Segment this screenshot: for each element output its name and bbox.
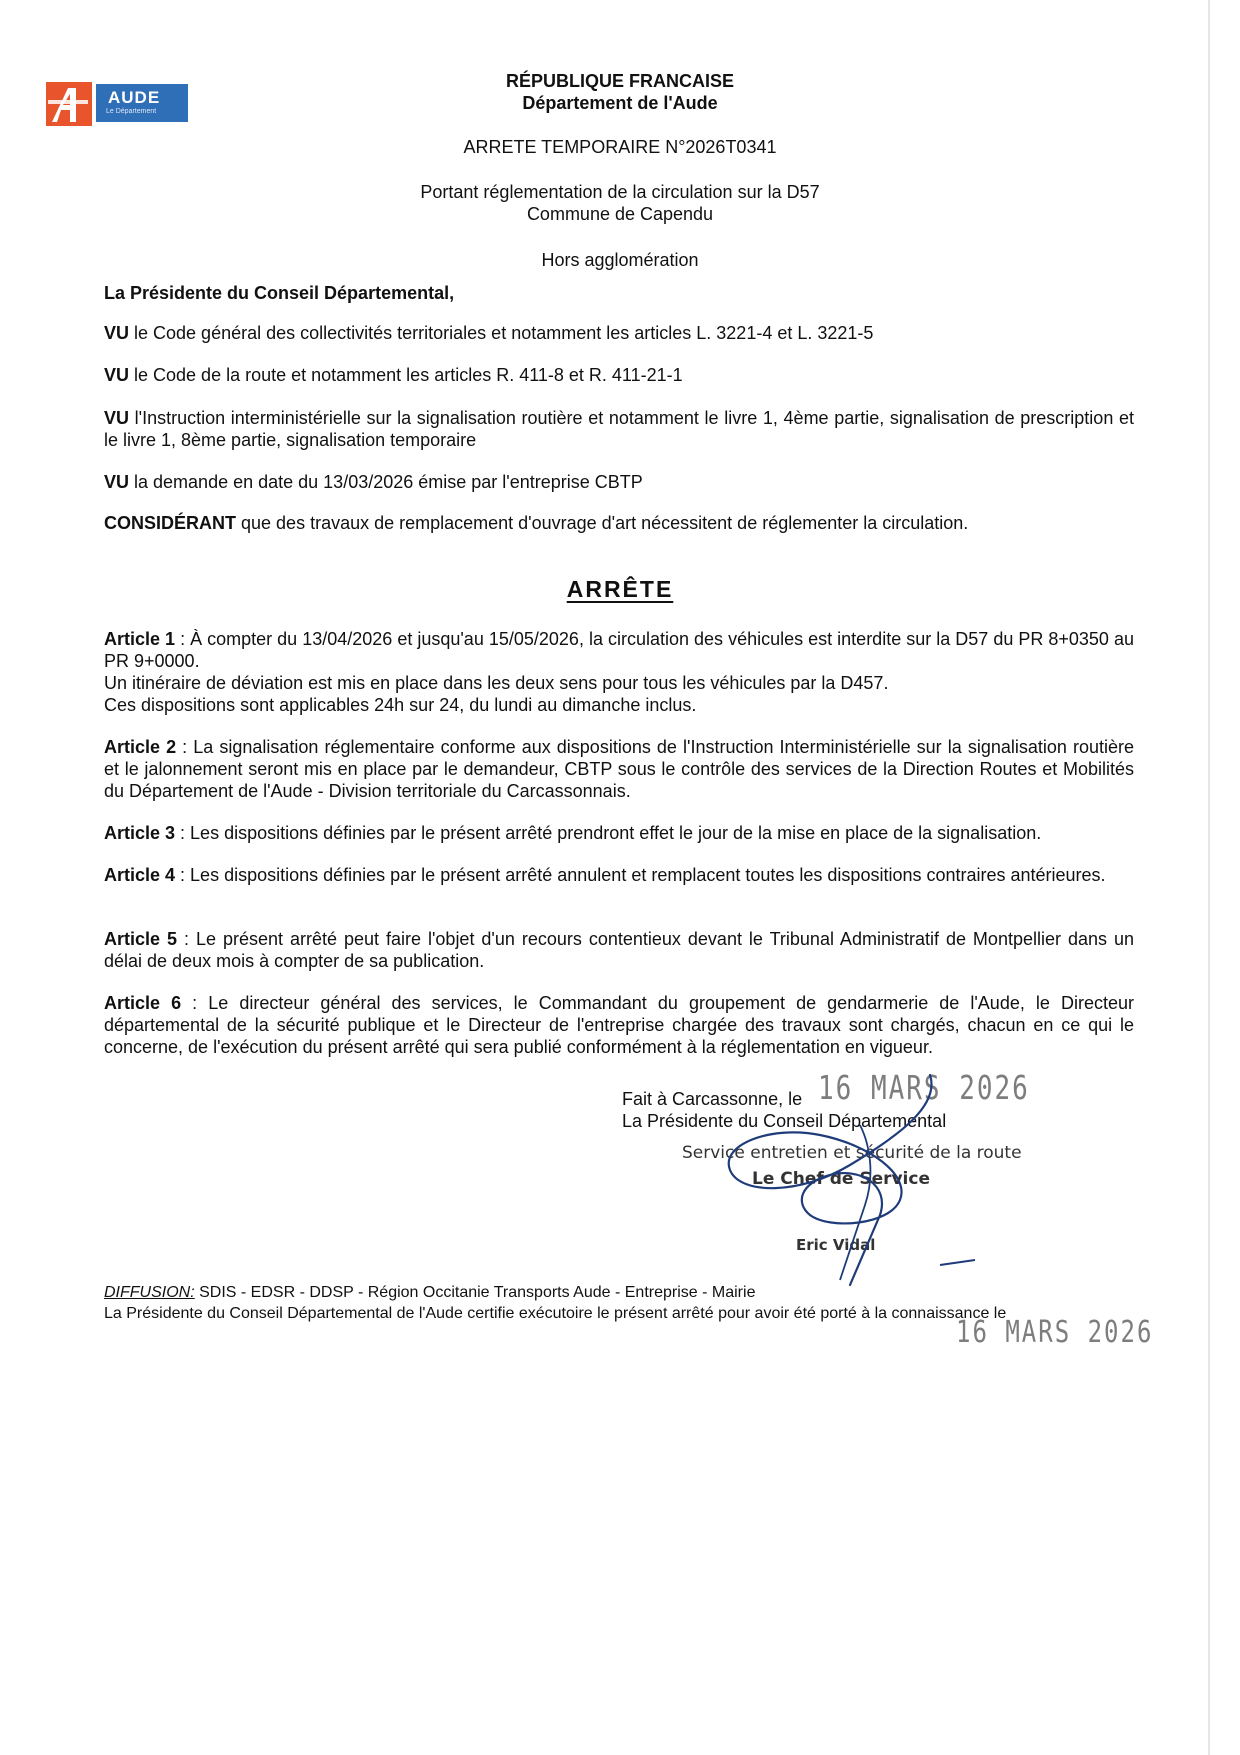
article-text: : Les dispositions définies par le présent arrêté prendront effet le jour de la mise en place de la signalisation. — [175, 823, 1042, 843]
article-3 — [104, 822, 1134, 844]
diffusion-text: SDIS - EDSR - DDSP - Région Occitanie Transports Aude - Entreprise - Mairie — [194, 1284, 756, 1301]
arrete-title-text: ARRÊTE — [566, 576, 674, 602]
signature-place: Fait à Carcassonne, le — [622, 1089, 803, 1109]
article-lead: Article 2 — [104, 737, 177, 757]
logo-sub: Le Département — [106, 108, 157, 115]
visa-lead: VU — [104, 365, 130, 385]
article-text: : Les dispositions définies par le présent arrêté annulent et remplacent toutes les dispositions contraires antérieures. — [175, 865, 1106, 885]
visa-1 — [104, 322, 1134, 344]
article-text: : Le présent arrêté peut faire l'objet d'un recours contentieux devant le Tribunal Administratif de Montpellier dans un délai de deux mois à compter de sa publication. — [104, 929, 1134, 971]
article-text: : À compter du 13/04/2026 et jusqu'au 15/05/2026, la circulation des véhicules est interdite sur la D57 du PR 8+0350 au PR 9+0000. — [104, 629, 1134, 671]
article-6 — [104, 992, 1134, 1058]
scan-edge — [1208, 0, 1210, 1755]
article-lead: Article 1 — [104, 629, 176, 649]
subject-line-2: Commune de Capendu — [526, 204, 714, 224]
visa-text: l'Instruction interministérielle sur la signalisation routière et notamment le livre 1, 4ème partie, signalisation de prescription et le livre 1, 8ème partie, signalisation temporaire — [104, 408, 1134, 450]
certification-line: La Présidente du Conseil Départemental de l'Aude certifie exécutoire le présent arrêté pour avoir été porté à la connaissance le — [104, 1305, 1007, 1322]
visa-lead: VU — [104, 408, 130, 428]
article-1-line-3: Ces dispositions sont applicables 24h sur 24, du lundi au dimanche inclus. — [104, 695, 697, 715]
logo-mark-icon — [46, 82, 92, 126]
service-stamp: Service entretien et sécurité de la route — [682, 1143, 1022, 1163]
arrete-title — [0, 576, 1240, 603]
logo-name: AUDE — [108, 88, 161, 107]
article-lead: Article 4 — [104, 865, 176, 885]
article-lead: Article 3 — [104, 823, 176, 843]
zone-label: Hors agglomération — [541, 250, 699, 270]
article-1-para — [104, 628, 1134, 672]
diffusion-label: DIFFUSION: — [104, 1284, 195, 1301]
article-lead: Article 6 — [104, 993, 182, 1013]
republic-heading: RÉPUBLIQUE FRANCAISE — [505, 71, 734, 91]
president-line: La Présidente du Conseil Départemental, — [104, 283, 455, 303]
subject-line-1: Portant réglementation de la circulation sur la D57 — [420, 182, 820, 202]
chef-stamp: Le Chef de Service — [752, 1169, 930, 1189]
diffusion-line — [104, 1283, 755, 1303]
considerant-lead: CONSIDÉRANT — [104, 513, 237, 533]
logo-box — [96, 84, 188, 122]
signatory-name-stamp: Eric Vidal — [796, 1236, 876, 1254]
arrete-reference: ARRETE TEMPORAIRE N°2026T0341 — [463, 137, 777, 157]
article-4 — [104, 864, 1134, 886]
article-1 — [104, 628, 1134, 716]
signature-title: La Présidente du Conseil Départemental — [622, 1111, 947, 1131]
department-heading: Département de l'Aude — [522, 93, 718, 113]
visa-lead: VU — [104, 323, 130, 343]
visa-text: le Code de la route et notamment les articles R. 411-8 et R. 411-21-1 — [129, 365, 683, 385]
article-text: : Le directeur général des services, le Commandant du groupement de gendarmerie de l'Aude, le Directeur départemental de la sécurité publique et le Directeur de l'entreprise chargée des travaux sont chargés, chacun en ce qui le concerne, de l'exécution du présent arrêté qui sera publié conformément à la réglementation en vigueur. — [104, 993, 1134, 1057]
visa-2 — [104, 364, 1134, 386]
visa-lead: VU — [104, 472, 130, 492]
considerant — [104, 512, 1134, 534]
article-2 — [104, 736, 1134, 802]
visa-4 — [104, 471, 1134, 493]
article-1-line-2: Un itinéraire de déviation est mis en place dans les deux sens pour tous les véhicules par la D457. — [104, 673, 889, 693]
aude-logo — [46, 82, 188, 126]
considerant-text: que des travaux de remplacement d'ouvrage d'art nécessitent de réglementer la circulation. — [236, 513, 969, 533]
signature-date-stamp: 16 MARS 2026 — [818, 1070, 1030, 1108]
certification-date-stamp: 16 MARS 2026 — [956, 1314, 1154, 1350]
handwritten-signature — [700, 1065, 990, 1295]
article-text: : La signalisation réglementaire conforme aux dispositions de l'Instruction Interministérielle sur la signalisation routière et le jalonnement seront mis en place par le demandeur, CBTP sous le contrôle des services de la Direction Routes et Mobilités du Département de l'Aude - Division territoriale du Carcassonnais. — [104, 737, 1134, 801]
visa-3 — [104, 407, 1134, 451]
article-lead: Article 5 — [104, 929, 178, 949]
visa-text: le Code général des collectivités territoriales et notamment les articles L. 3221-4 et L. 3221-5 — [129, 323, 874, 343]
visa-text: la demande en date du 13/03/2026 émise par l'entreprise CBTP — [129, 472, 643, 492]
article-5 — [104, 928, 1134, 972]
